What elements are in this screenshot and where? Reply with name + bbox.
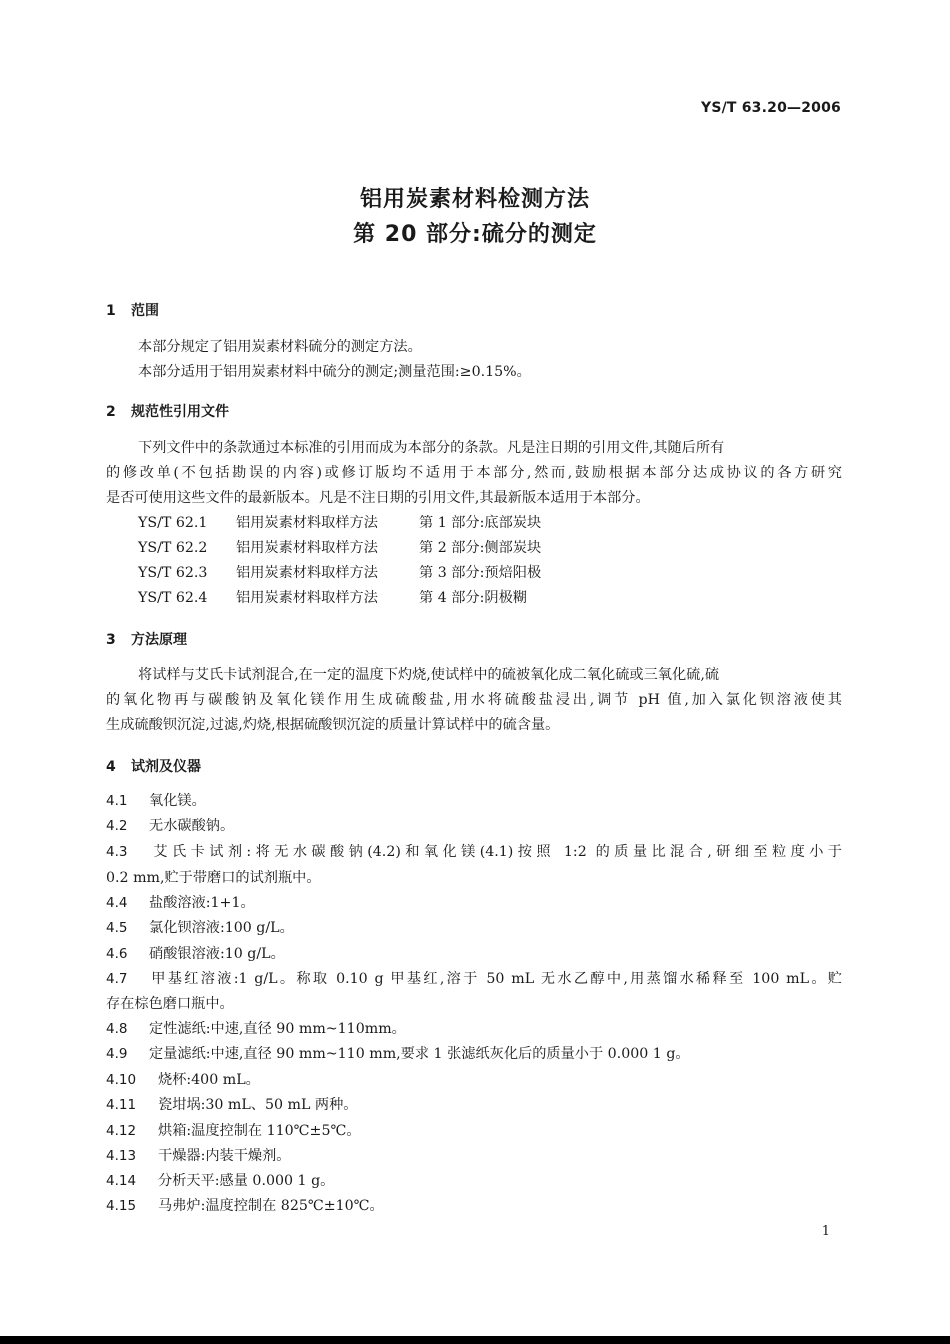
section-2-heading	[106, 401, 229, 421]
reference-name: 铝用炭素材料取样方法	[236, 565, 378, 581]
list-item	[106, 944, 842, 964]
item-text: 定量滤纸:中速,直径 90 mm~110 mm,要求 1 张滤纸灰化后的质量小于 0.000 1 g。	[149, 1046, 690, 1062]
reference-item	[138, 538, 874, 558]
item-text: 氧化镁。	[149, 793, 206, 809]
item-number: 4.7	[106, 971, 128, 987]
item-number: 4.2	[106, 818, 128, 834]
reference-item	[138, 588, 874, 608]
reference-part: 第 2 部分:侧部炭块	[419, 540, 542, 556]
section-title: 试剂及仪器	[131, 759, 201, 775]
list-item	[106, 1171, 842, 1191]
section-number: 1	[106, 303, 116, 319]
item-text: 氯化钡溶液:100 g/L。	[149, 920, 294, 936]
item-number: 4.3	[106, 844, 128, 860]
reference-code: YS/T 62.4	[138, 590, 208, 606]
section-4-heading	[106, 756, 201, 776]
item-number: 4.9	[106, 1046, 128, 1062]
reference-part: 第 3 部分:预焙阳极	[419, 565, 542, 581]
item-number: 4.13	[106, 1148, 137, 1164]
list-item-continuation: 0.2 mm,贮于带磨口的试剂瓶中。	[106, 870, 321, 886]
reference-part: 第 4 部分:阴极糊	[419, 590, 527, 606]
section-3-line-3: 生成硫酸钡沉淀,过滤,灼烧,根据硫酸钡沉淀的质量计算试样中的硫含量。	[106, 717, 560, 733]
list-item	[106, 1095, 842, 1115]
section-number: 4	[106, 759, 116, 775]
reference-name: 铝用炭素材料取样方法	[236, 540, 378, 556]
list-item	[106, 791, 842, 811]
section-1-paragraph-2: 本部分适用于铝用炭素材料中硫分的测定;测量范围:≥0.15%。	[138, 364, 531, 380]
list-item	[106, 918, 842, 938]
document-title-line2: 第 20 部分:硫分的测定	[353, 222, 597, 247]
section-3-heading	[106, 629, 187, 649]
section-3-line-2: 的氧化物再与碳酸钠及氧化镁作用生成硫酸盐,用水将硫酸盐浸出,调节 pH 值,加入氯化钡溶液使其	[106, 692, 842, 708]
item-text: 定性滤纸:中速,直径 90 mm~110mm。	[149, 1021, 406, 1037]
item-text: 干燥器:内装干燥剂。	[158, 1148, 291, 1164]
section-title: 方法原理	[131, 632, 187, 648]
section-title: 范围	[131, 303, 159, 319]
document-title-line1: 铝用炭素材料检测方法	[359, 187, 590, 212]
section-number: 3	[106, 632, 116, 648]
item-number: 4.6	[106, 946, 128, 962]
item-number: 4.5	[106, 920, 128, 936]
section-2-line-2: 的修改单(不包括勘误的内容)或修订版均不适用于本部分,然而,鼓励根据本部分达成协议的各方研究	[106, 465, 842, 481]
item-number: 4.8	[106, 1021, 128, 1037]
standard-code: YS/T 63.20—2006	[700, 100, 841, 116]
section-title: 规范性引用文件	[131, 404, 229, 420]
reference-code: YS/T 62.1	[138, 515, 208, 531]
item-text: 无水碳酸钠。	[149, 818, 235, 834]
page-number: 1	[821, 1224, 830, 1239]
item-text: 瓷坩埚:30 mL、50 mL 两种。	[158, 1097, 358, 1113]
section-3-line-1: 将试样与艾氏卡试剂混合,在一定的温度下灼烧,使试样中的硫被氧化成二氧化硫或三氧化硫,硫	[138, 667, 720, 683]
section-number: 2	[106, 404, 116, 420]
list-item	[106, 1121, 842, 1141]
reference-code: YS/T 62.3	[138, 565, 208, 581]
item-number: 4.15	[106, 1198, 137, 1214]
item-text: 马弗炉:温度控制在 825℃±10℃。	[158, 1198, 384, 1214]
list-item	[106, 969, 842, 989]
item-number: 4.1	[106, 793, 128, 809]
section-2-line-3: 是否可使用这些文件的最新版本。凡是不注日期的引用文件,其最新版本适用于本部分。	[106, 490, 650, 506]
reference-name: 铝用炭素材料取样方法	[236, 515, 378, 531]
reference-item	[138, 563, 874, 583]
item-number: 4.4	[106, 895, 128, 911]
section-2-line-1: 下列文件中的条款通过本标准的引用而成为本部分的条款。凡是注日期的引用文件,其随后所有	[138, 440, 725, 456]
item-text: 艾氏卡试剂:将无水碳酸钠(4.2)和氧化镁(4.1)按照 1:2 的质量比混合,研细至粒度小于	[149, 844, 842, 860]
item-text: 烘箱:温度控制在 110℃±5℃。	[158, 1123, 361, 1139]
list-item	[106, 1044, 842, 1064]
list-item	[106, 816, 842, 836]
item-text: 烧杯:400 mL。	[158, 1072, 260, 1088]
item-text: 分析天平:感量 0.000 1 g。	[158, 1173, 335, 1189]
page-bottom-edge	[0, 1336, 950, 1344]
item-number: 4.10	[106, 1072, 137, 1088]
item-number: 4.11	[106, 1097, 137, 1113]
reference-item	[138, 513, 874, 533]
reference-name: 铝用炭素材料取样方法	[236, 590, 378, 606]
item-text: 甲基红溶液:1 g/L。称取 0.10 g 甲基红,溶于 50 mL 无水乙醇中,用蒸馏水稀释至 100 mL。贮	[149, 971, 842, 987]
list-item	[106, 842, 842, 862]
section-1-heading	[106, 300, 159, 320]
list-item	[106, 1070, 842, 1090]
section-1-paragraph-1: 本部分规定了铝用炭素材料硫分的测定方法。	[138, 339, 422, 355]
list-item	[106, 1196, 842, 1216]
item-text: 盐酸溶液:1+1。	[149, 895, 255, 911]
list-item	[106, 893, 842, 913]
item-text: 硝酸银溶液:10 g/L。	[149, 946, 285, 962]
list-item	[106, 1019, 842, 1039]
item-number: 4.12	[106, 1123, 137, 1139]
list-item	[106, 1146, 842, 1166]
item-number: 4.14	[106, 1173, 137, 1189]
reference-part: 第 1 部分:底部炭块	[419, 515, 542, 531]
list-item-continuation: 存在棕色磨口瓶中。	[106, 996, 234, 1012]
reference-code: YS/T 62.2	[138, 540, 208, 556]
